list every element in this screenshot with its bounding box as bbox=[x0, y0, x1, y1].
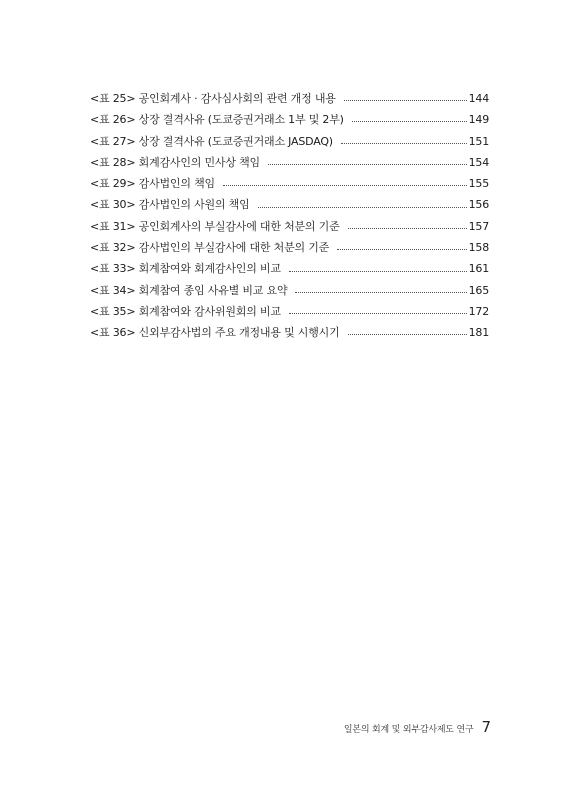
dot-leader bbox=[348, 227, 467, 229]
book-title: 일본의 회계 및 외부감사제도 연구 bbox=[343, 725, 474, 735]
toc-entry-label: <표 31> 공인회계사의 부실감사에 대한 처분의 기준 bbox=[90, 219, 340, 233]
toc-entry-page: 144 bbox=[468, 92, 489, 105]
toc-entry[interactable] bbox=[90, 324, 489, 345]
toc-entry-label: <표 25> 공인회계사 · 감사심사회의 관련 개정 내용 bbox=[90, 92, 336, 105]
dot-leader bbox=[258, 206, 467, 208]
toc-entry-label: <표 28> 회계감사인의 민사상 책임 bbox=[90, 155, 260, 169]
toc-entry[interactable] bbox=[90, 90, 489, 111]
toc-entry-page: 172 bbox=[468, 304, 489, 318]
toc-entry[interactable] bbox=[90, 239, 489, 260]
toc-entry-page: 149 bbox=[468, 113, 489, 127]
toc-entry-page: 155 bbox=[468, 177, 489, 191]
table-list-of-contents bbox=[90, 90, 489, 346]
page-footer bbox=[344, 718, 491, 736]
toc-entry[interactable] bbox=[90, 260, 489, 281]
toc-entry-page: 151 bbox=[468, 134, 489, 148]
toc-entry-page: 181 bbox=[468, 326, 489, 340]
toc-entry[interactable] bbox=[90, 218, 489, 239]
toc-entry-label: <표 26> 상장 결격사유 (도쿄증권거래소 1부 및 2부) bbox=[90, 113, 344, 127]
toc-entry[interactable] bbox=[90, 175, 489, 196]
dot-leader bbox=[344, 99, 467, 101]
toc-entry-label: <표 30> 감사법인의 사원의 책임 bbox=[90, 198, 250, 212]
toc-entry-label: <표 32> 감사법인의 부실감사에 대한 처분의 기준 bbox=[90, 241, 330, 255]
page-number: 7 bbox=[481, 718, 491, 736]
toc-entry-label: <표 35> 회계참여와 감사위원회의 비교 bbox=[90, 304, 281, 318]
dot-leader bbox=[289, 312, 467, 314]
toc-entry[interactable] bbox=[90, 111, 489, 132]
toc-entry-page: 157 bbox=[468, 219, 489, 233]
toc-entry[interactable] bbox=[90, 282, 489, 303]
toc-entry-label: <표 33> 회계참여와 회계감사인의 비교 bbox=[90, 262, 281, 276]
dot-leader bbox=[352, 120, 467, 122]
dot-leader bbox=[348, 333, 467, 335]
toc-entry-label: <표 27> 상장 결격사유 (도쿄증권거래소 JASDAQ) bbox=[90, 134, 333, 148]
toc-entry-label: <표 34> 회계참여 종임 사유별 비교 요약 bbox=[90, 283, 288, 297]
dot-leader bbox=[268, 163, 467, 165]
toc-entry-page: 156 bbox=[468, 198, 489, 212]
dot-leader bbox=[341, 142, 467, 144]
toc-entry[interactable] bbox=[90, 196, 489, 217]
toc-entry-label: <표 36> 신외부감사법의 주요 개정내용 및 시행시기 bbox=[90, 326, 340, 340]
toc-entry-label: <표 29> 감사법인의 책임 bbox=[90, 177, 215, 191]
dot-leader bbox=[223, 184, 467, 186]
toc-entry[interactable] bbox=[90, 154, 489, 175]
toc-entry[interactable] bbox=[90, 133, 489, 154]
toc-entry-page: 165 bbox=[468, 283, 489, 297]
toc-entry[interactable] bbox=[90, 303, 489, 324]
dot-leader bbox=[295, 291, 466, 293]
toc-entry-page: 158 bbox=[468, 241, 489, 255]
dot-leader bbox=[289, 270, 467, 272]
toc-entry-page: 154 bbox=[468, 155, 489, 169]
dot-leader bbox=[337, 248, 467, 250]
toc-entry-page: 161 bbox=[468, 262, 489, 276]
